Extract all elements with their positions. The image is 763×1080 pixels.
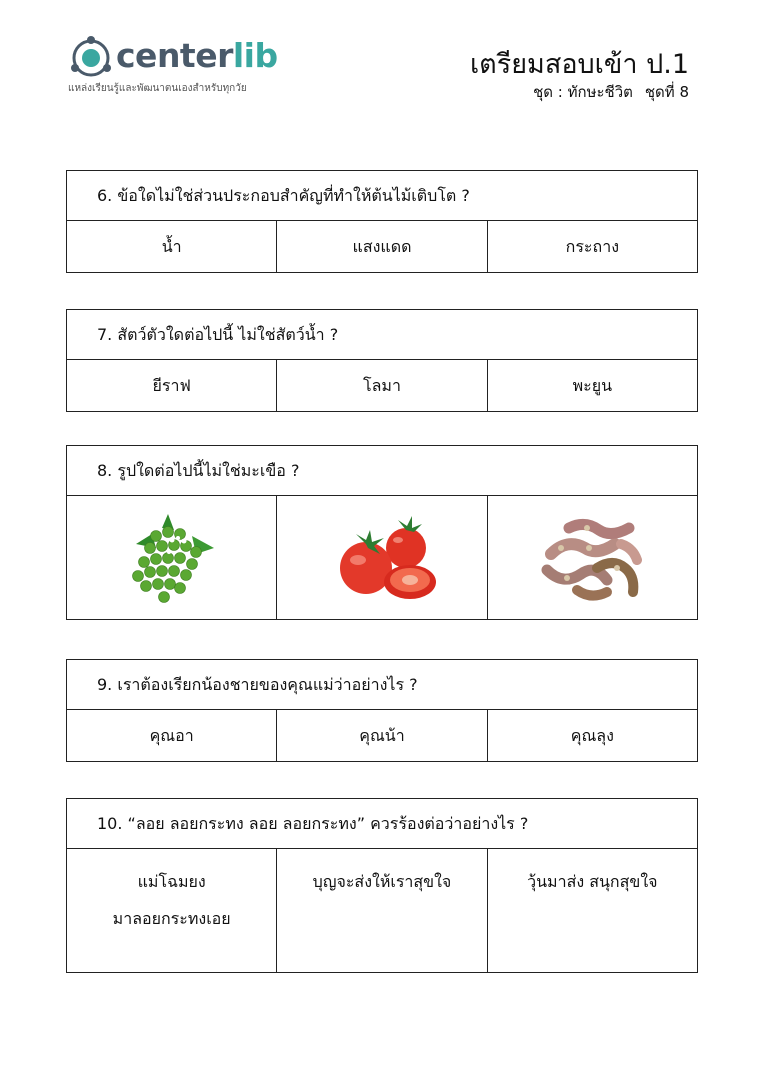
- subtitle-set: ชุด : ทักษะชีวิต: [533, 83, 633, 101]
- answer-option[interactable]: [67, 849, 277, 972]
- answer-option[interactable]: พะยูน: [572, 376, 613, 395]
- question-text: 6. ข้อใดไม่ใช่ส่วนประกอบสำคัญที่ทำให้ต้นไม้เติบโต ?: [67, 171, 697, 221]
- logo-molecule-icon: [68, 34, 114, 80]
- centerlib-logo: [68, 34, 298, 98]
- answer-options: [67, 221, 697, 272]
- answer-option[interactable]: น้ำ: [67, 221, 277, 272]
- answer-option-image[interactable]: [488, 496, 697, 619]
- question-7: [66, 309, 698, 412]
- answer-option[interactable]: คุณอา: [67, 710, 277, 761]
- answer-option[interactable]: [277, 849, 487, 972]
- answer-options: [67, 496, 697, 619]
- question-text: 9. เราต้องเรียกน้องชายของคุณแม่ว่าอย่างไร ?: [67, 660, 697, 710]
- answer-option-image[interactable]: [67, 496, 277, 619]
- answer-options: [67, 710, 697, 761]
- answer-option[interactable]: คุณน้า: [277, 710, 487, 761]
- answer-line: บุญจะส่งให้เราสุขใจ: [312, 872, 452, 891]
- logo-tagline: แหล่งเรียนรู้และพัฒนาตนเองสำหรับทุกวัย: [68, 83, 247, 94]
- question-8: [66, 445, 698, 620]
- question-text: 7. สัตว์ตัวใดต่อไปนี้ ไม่ใช่สัตว์น้ำ ?: [67, 310, 697, 360]
- page-subtitle: [470, 82, 689, 102]
- answer-option[interactable]: คุณลุง: [570, 726, 614, 745]
- answer-option-image[interactable]: [277, 496, 487, 619]
- answer-options: [67, 849, 697, 972]
- answer-option[interactable]: ยีราฟ: [67, 360, 277, 411]
- answer-line: วุ้นมาส่ง สนุกสุขใจ: [527, 872, 658, 891]
- tamarind-image: [537, 508, 647, 608]
- question-9: [66, 659, 698, 762]
- question-10: [66, 798, 698, 973]
- answer-option[interactable]: โลมา: [277, 360, 487, 411]
- answer-option[interactable]: แสงแดด: [277, 221, 487, 272]
- page-header: [470, 48, 689, 102]
- answer-line: มาลอยกระทงเอย: [112, 909, 231, 928]
- logo-wordmark: centerlib: [116, 36, 278, 75]
- pea-eggplant-image: [122, 508, 222, 608]
- answer-option[interactable]: [488, 849, 697, 972]
- answer-options: [67, 360, 697, 411]
- page-title: เตรียมสอบเข้า ป.1: [469, 49, 689, 80]
- question-6: [66, 170, 698, 273]
- subtitle-number: ชุดที่ 8: [644, 83, 689, 101]
- question-text: 8. รูปใดต่อไปนี้ไม่ใช่มะเขือ ?: [67, 446, 697, 496]
- answer-option[interactable]: กระถาง: [565, 237, 619, 256]
- tomato-image: [322, 508, 442, 608]
- answer-line: แม่โฉมยง: [137, 872, 206, 891]
- question-text: 10. “ลอย ลอยกระทง ลอย ลอยกระทง” ควรร้องต่อว่าอย่างไร ?: [67, 799, 697, 849]
